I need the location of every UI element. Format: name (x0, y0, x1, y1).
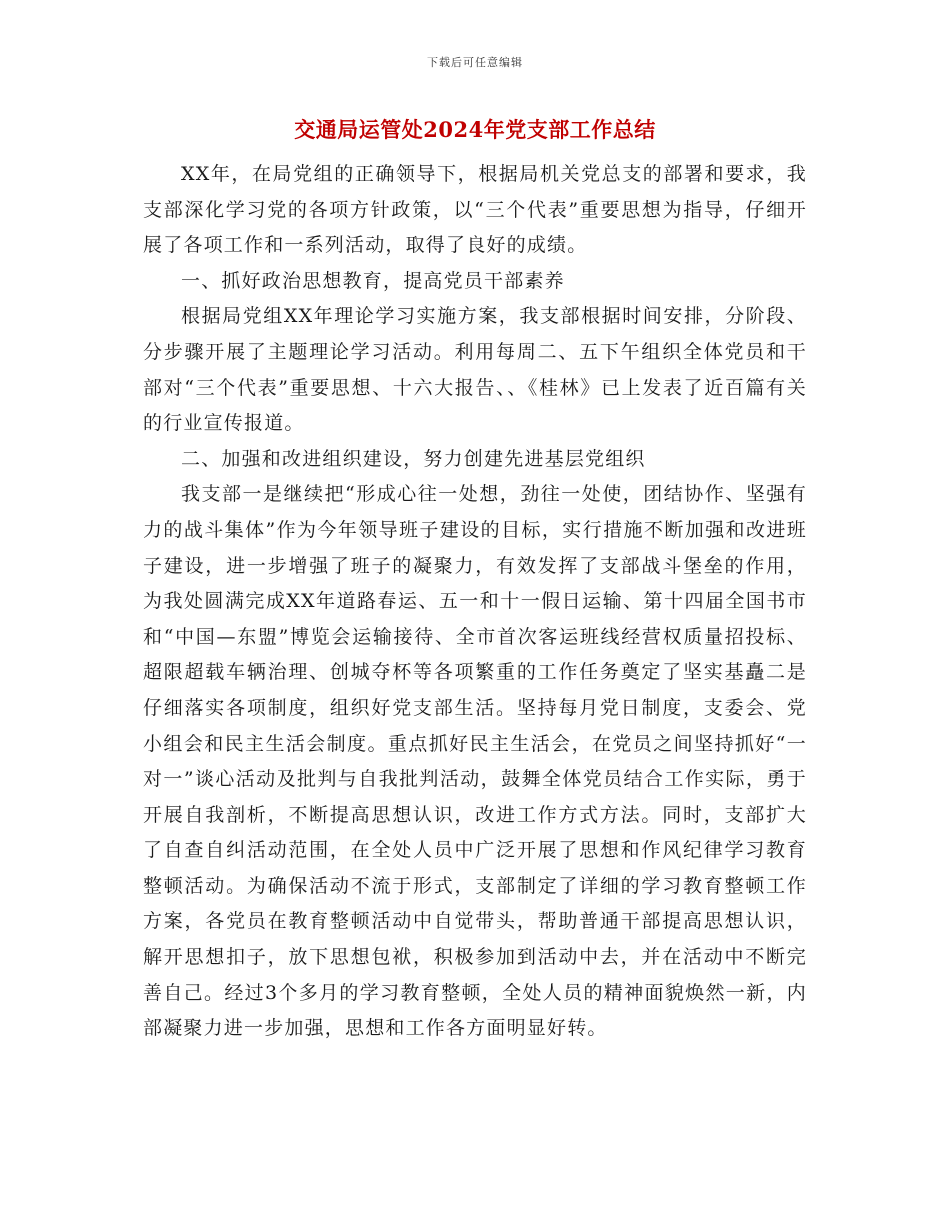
document-body (143, 157, 807, 1047)
page-header-note: 下载后可任意编辑 (427, 56, 523, 69)
body-paragraph-section-1: 根据局党组XX年理论学习实施方案，我支部根据时间安排，分阶段、分步骤开展了主题理论学习活动。利用每周二、五下午组织全体党员和干部对“三个代表”重要思想、十六大报告、、《桂林》已上发表了近百篇有关的行业宣传报道。 (143, 305, 807, 435)
section-heading-2: 二、加强和改进组织建设，努力创建先进基层党组织 (181, 447, 646, 470)
document-title: 交通局运管处2024年党支部工作总结 (294, 117, 656, 142)
body-paragraph-intro: XX年，在局党组的正确领导下，根据局机关党总支的部署和要求，我支部深化学习党的各项方针政策，以“三个代表”重要思想为指导，仔细开展了各项工作和一系列活动，取得了良好的成绩。 (143, 163, 807, 257)
section-heading-1: 一、抓好政治思想教育，提高党员干部素养 (181, 269, 565, 292)
body-paragraph-section-2: 我支部一是继续把“形成心往一处想，劲往一处使，团结协作、坚强有力的战斗集体”作为今年领导班子建设的目标，实行措施不断加强和改进班子建设，进一步增强了班子的凝聚力，有效发挥了支部战斗堡垒的作用，为我处圆满完成XX年道路春运、五一和十一假日运输、第十四届全国书市和“中国—东盟”博览会运输接待、全市首次客运班线经营权质量招投标、超限超载车辆治理、创城夺杯等各项繁重的工作任务奠定了坚实基矗二是仔细落实各项制度，组织好党支部生活。坚持每月党日制度，支委会、党小组会和民主生活会制度。重点抓好民主生活会，在党员之间坚持抓好“一对一”谈心活动及批判与自我批判活动，鼓舞全体党员结合工作实际，勇于开展自我剖析，不断提高思想认识，改进工作方式方法。同时，支部扩大了自查自纠活动范围，在全处人员中广泛开展了思想和作风纪律学习教育整顿活动。为确保活动不流于形式，支部制定了详细的学习教育整顿工作方案，各党员在教育整顿活动中自觉带头，帮助普通干部提高思想认识，解开思想扣子，放下思想包袱，积极参加到活动中去，并在活动中不断完善自己。经过3个多月的学习教育整顿，全处人员的精神面貌焕然一新，内部凝聚力进一步加强，思想和工作各方面明显好转。 (143, 483, 807, 1040)
